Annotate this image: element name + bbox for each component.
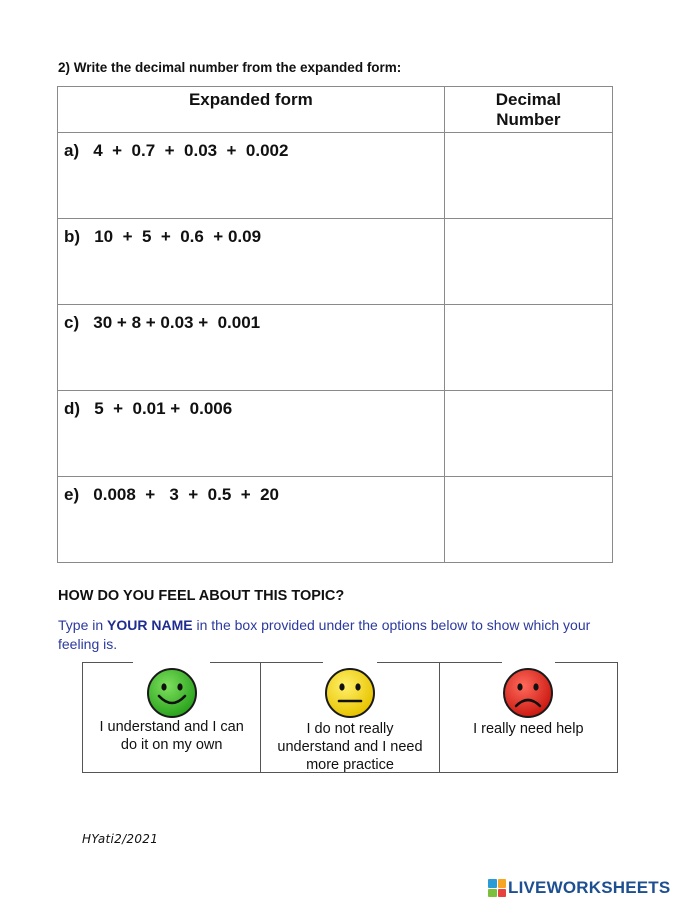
feeling-label: I really need help <box>473 721 584 737</box>
expression-text: b) 10 + 5 + 0.6 + 0.09 <box>64 227 262 246</box>
logo-square <box>498 879 507 888</box>
feeling-option-need-practice <box>261 662 439 772</box>
top-border-segment <box>261 662 323 663</box>
logo-square <box>488 889 497 898</box>
expression-cell <box>58 391 445 477</box>
table-row <box>58 391 613 477</box>
answer-cell-c[interactable] <box>444 305 612 391</box>
feelings-options <box>82 662 618 773</box>
answer-cell-a[interactable] <box>444 133 612 219</box>
brand-name: LIVEWORKSHEETS <box>508 878 671 897</box>
expression-text: c) 30 + 8 + 0.03 + 0.001 <box>64 313 261 332</box>
answer-input-a[interactable] <box>445 133 612 218</box>
expanded-form-header: Expanded form <box>58 87 445 133</box>
expression-cell <box>58 133 445 219</box>
answer-input-e[interactable] <box>445 477 612 562</box>
top-border-segment <box>555 662 617 663</box>
liveworksheets-brand[interactable] <box>488 878 670 898</box>
table-row <box>58 219 613 305</box>
answer-input-d[interactable] <box>445 391 612 476</box>
author-signature: HYati2/2021 <box>82 832 159 846</box>
top-border-segment <box>440 662 502 663</box>
answer-cell-d[interactable] <box>444 391 612 477</box>
decimal-number-header: Decimal Number <box>444 87 612 133</box>
logo-square <box>498 889 507 898</box>
feeling-label: I do not really understand and I need more practice <box>277 721 423 773</box>
answer-cell-e[interactable] <box>444 477 612 563</box>
expression-cell <box>58 477 445 563</box>
your-name-emphasis: YOUR NAME <box>107 617 193 633</box>
sad-face-icon <box>501 666 555 720</box>
answer-cell-b[interactable] <box>444 219 612 305</box>
table-row <box>58 477 613 563</box>
feelings-heading: HOW DO YOU FEEL ABOUT THIS TOPIC? <box>58 588 345 604</box>
top-border-segment <box>83 662 133 663</box>
expression-cell <box>58 219 445 305</box>
top-border-segment <box>210 662 260 663</box>
happy-face-icon <box>145 666 199 720</box>
feelings-instruction: Type in YOUR NAME in the box provided under the options below to show which your feeling is. <box>58 617 591 652</box>
feeling-label: I understand and I can do it on my own <box>99 719 244 753</box>
table-row <box>58 305 613 391</box>
expression-text: e) 0.008 + 3 + 0.5 + 20 <box>64 485 280 504</box>
liveworksheets-logo-icon <box>488 879 506 897</box>
expression-text: a) 4 + 0.7 + 0.03 + 0.002 <box>64 141 289 160</box>
answer-input-b[interactable] <box>445 219 612 304</box>
expression-cell <box>58 305 445 391</box>
neutral-face-icon <box>323 666 377 720</box>
feeling-option-need-help <box>440 662 617 772</box>
top-border-segment <box>377 662 439 663</box>
answer-input-c[interactable] <box>445 305 612 390</box>
table-header-row <box>58 87 613 133</box>
exercise-instruction: 2) Write the decimal number from the expanded form: <box>58 60 402 75</box>
logo-square <box>488 879 497 888</box>
expression-text: d) 5 + 0.01 + 0.006 <box>64 399 233 418</box>
feeling-option-understand <box>83 662 261 772</box>
expanded-form-table <box>57 86 613 563</box>
table-row <box>58 133 613 219</box>
